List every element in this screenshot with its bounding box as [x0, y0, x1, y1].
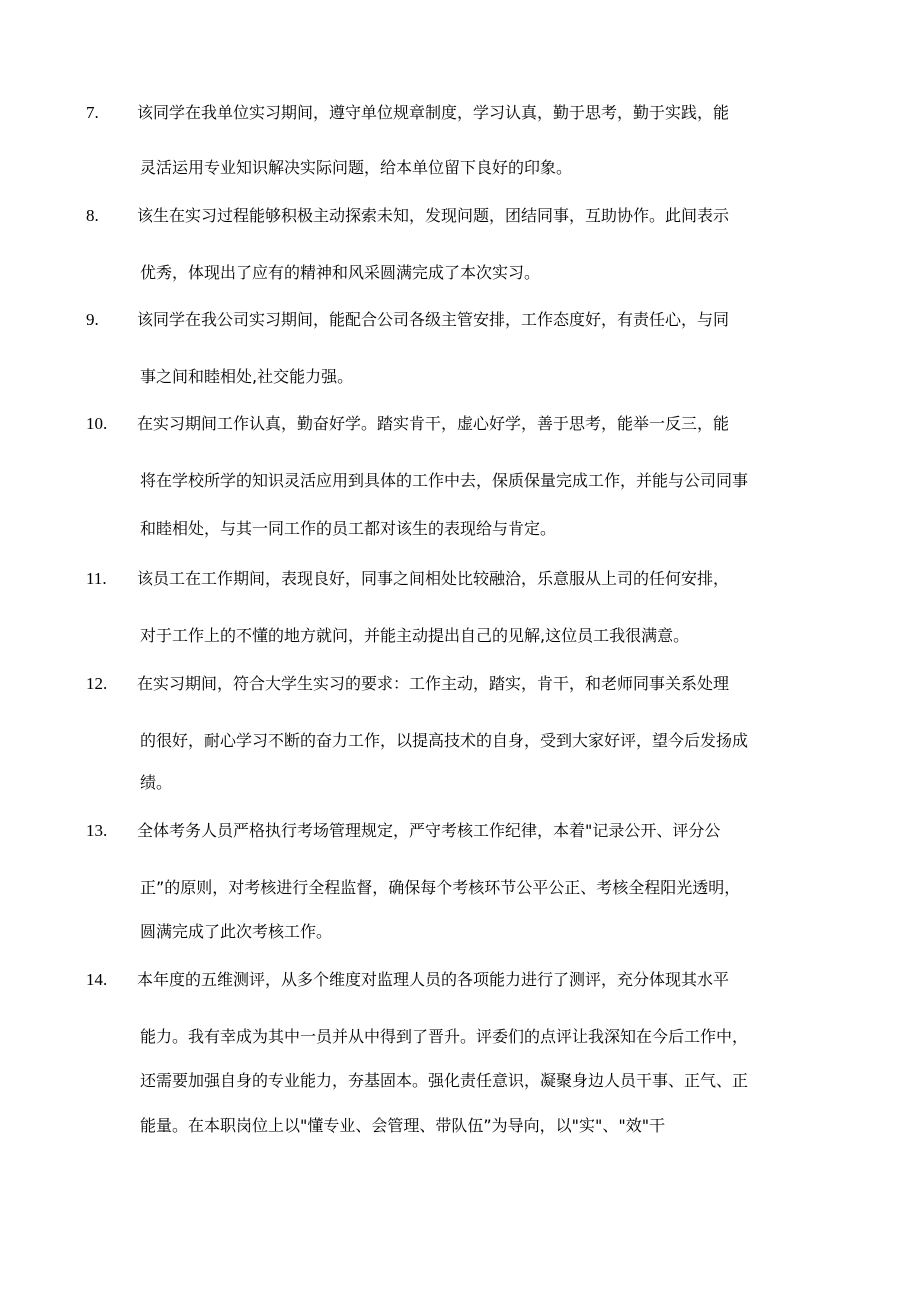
item-text-line: 事之间和睦相处,社交能力强。 — [140, 367, 354, 386]
item-number: 8. — [86, 206, 99, 225]
item-number: 11. — [86, 569, 107, 588]
item-text-line: 和睦相处，与其一同工作的员工都对该生的表现给与肯定。 — [140, 519, 557, 538]
item-number: 14. — [86, 970, 108, 989]
item-text-line: 全体考务人员严格执行考场管理规定，严守考核工作纪律，本着"记录公开、评分公 — [137, 821, 721, 840]
item-text-line: 绩。 — [140, 773, 173, 792]
item-text-line: 的很好，耐心学习不断的奋力工作，以提高技术的自身，受到大家好评，望今后发扬成 — [140, 731, 749, 750]
item-text-line: 该同学在我单位实习期间，遵守单位规章制度，学习认真，勤于思考，勤于实践，能 — [137, 103, 730, 122]
item-number: 12. — [86, 674, 108, 693]
item-text-line: 正”的原则，对考核进行全程监督，确保每个考核环节公平公正、考核全程阳光透明， — [140, 878, 741, 897]
item-text-line: 在实习期间工作认真，勤奋好学。踏实肯干，虚心好学，善于思考，能举一反三，能 — [137, 414, 730, 433]
item-text-line: 该生在实习过程能够积极主动探索未知，发现问题，团结同事，互助协作。此间表示 — [137, 206, 730, 225]
item-text-line: 对于工作上的不懂的地方就问，并能主动提出自己的见解,这位员工我很满意。 — [140, 626, 690, 645]
item-text-line: 该同学在我公司实习期间，能配合公司各级主管安排，工作态度好，有责任心，与同 — [137, 310, 730, 329]
item-text-line: 能力。我有幸成为其中一员并从中得到了晋升。评委们的点评让我深知在今后工作中， — [140, 1027, 749, 1046]
item-text-line: 优秀，体现出了应有的精神和风采圆满完成了本次实习。 — [140, 263, 541, 282]
item-text-line: 将在学校所学的知识灵活应用到具体的工作中去，保质保量完成工作，并能与公司同事 — [140, 471, 749, 490]
item-text-line: 能量。在本职岗位上以"懂专业、会管理、带队伍”为导向，以"实"、"效"干 — [140, 1116, 666, 1135]
item-text-line: 还需要加强自身的专业能力，夯基固本。强化责任意识，凝聚身边人员干事、正气、正 — [140, 1071, 749, 1090]
item-text-line: 该员工在工作期间，表现良好，同事之间相处比较融洽，乐意服从上司的任何安排， — [137, 569, 730, 588]
item-number: 10. — [86, 414, 108, 433]
item-number: 7. — [86, 103, 99, 122]
item-number: 9. — [86, 310, 99, 329]
item-text-line: 圆满完成了此次考核工作。 — [140, 922, 333, 941]
item-number: 13. — [86, 821, 108, 840]
item-text-line: 灵活运用专业知识解决实际问题，给本单位留下良好的印象。 — [140, 158, 573, 177]
item-text-line: 本年度的五维测评，从多个维度对监理人员的各项能力进行了测评，充分体现其水平 — [137, 970, 730, 989]
item-text-line: 在实习期间，符合大学生实习的要求：工作主动，踏实，肯干，和老师同事关系处理 — [137, 674, 730, 693]
